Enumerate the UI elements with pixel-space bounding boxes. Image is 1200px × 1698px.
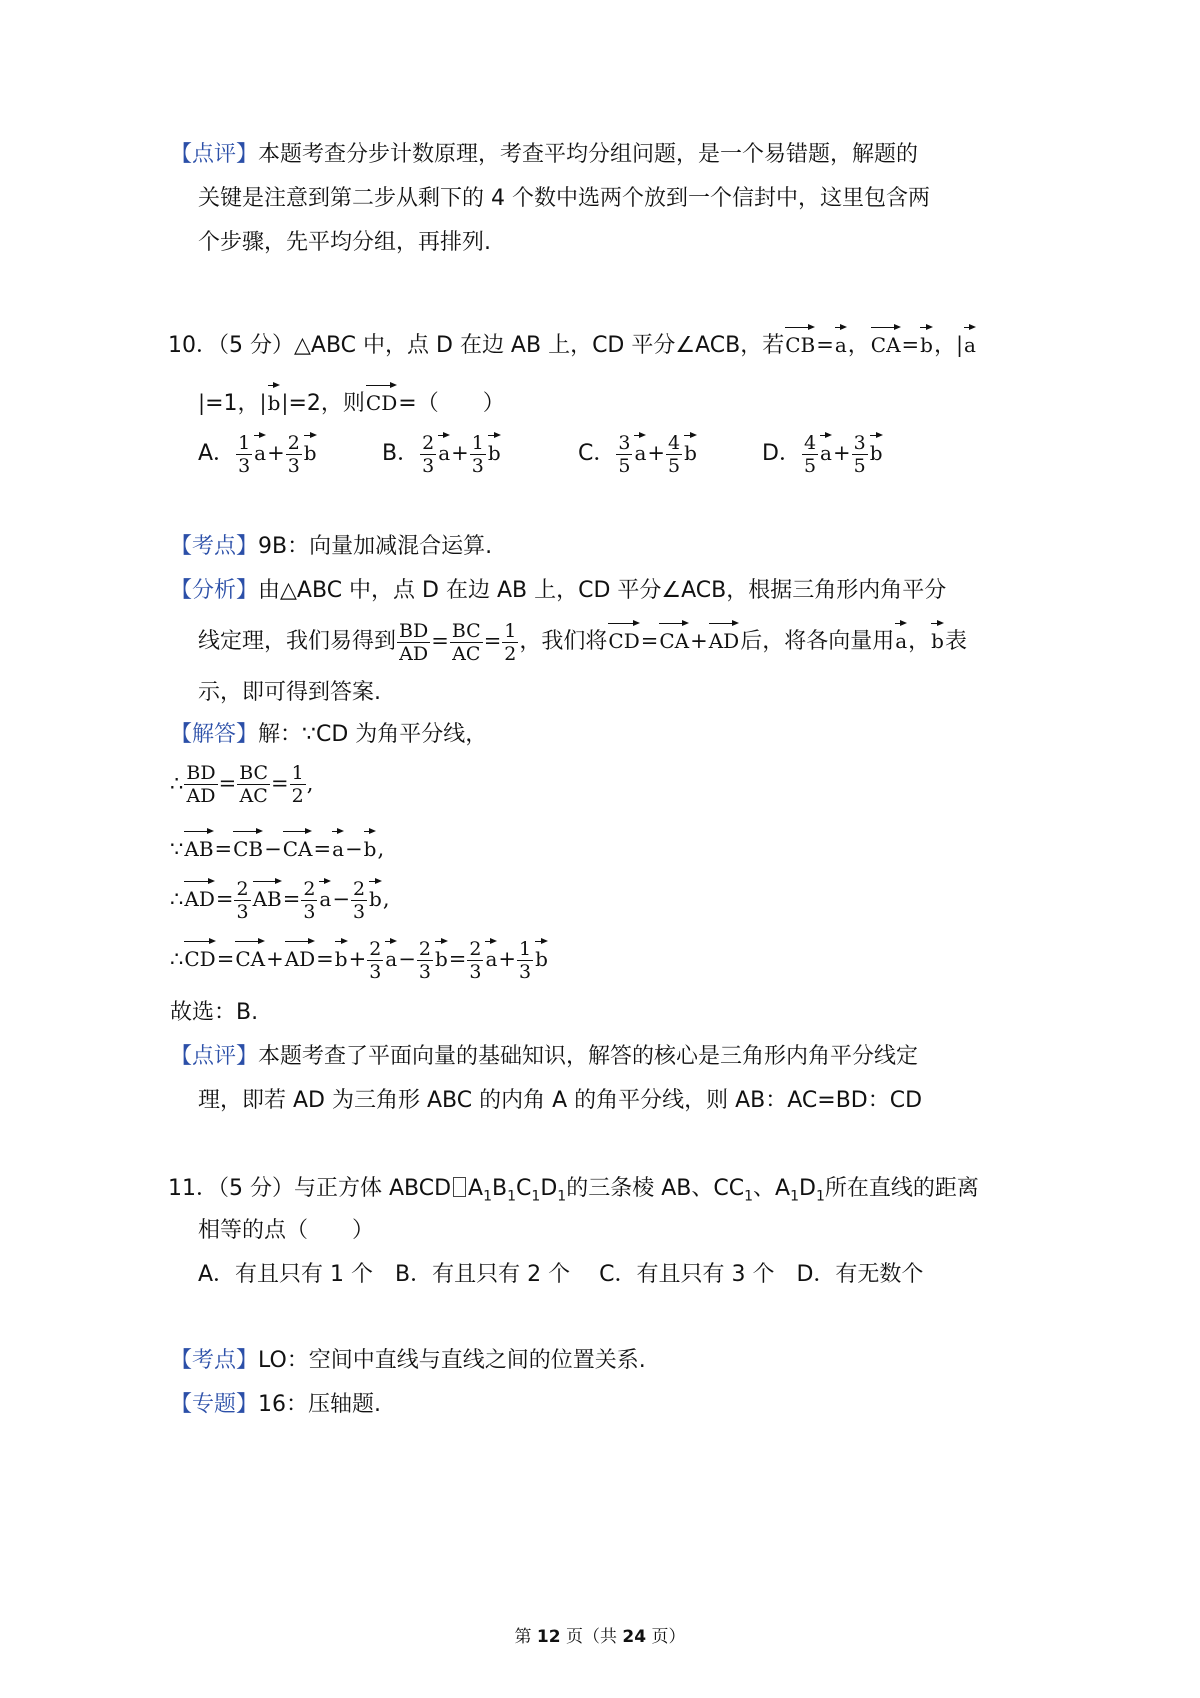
- q10-step-3: ∴AD= $\frac{2}{3}$ AB= $\frac{2}{3}$ a− $\frac{2}{3}$ b,: [170, 877, 390, 923]
- q10-option-b: B． $\frac{2}{3}$ a+ $\frac{1}{3}$ b: [382, 431, 501, 477]
- q11-kaodian: 【考点】LO：空间中直线与直线之间的位置关系.: [170, 1348, 646, 1373]
- review-line-1: 【点评】本题考查分步计数原理，考查平均分组问题，是一个易错题，解题的: [170, 142, 919, 167]
- q11-zhuanti: 【专题】16：压轴题.: [170, 1392, 382, 1417]
- q10-option-d: D． $\frac{4}{5}$ a+ $\frac{3}{5}$ b: [762, 431, 883, 477]
- q10-fenxi-line-1: 【分析】由△ABC 中，点 D 在边 AB 上，CD 平分∠ACB，根据三角形内角平分: [170, 578, 947, 603]
- review-tag: 【点评】: [170, 142, 259, 167]
- q10-fenxi-line-2: 线定理，我们易得到 $\frac{BD}{AD}$ = $\frac{BC}{AC}$ = $\frac{1}{2}$ ，我们将CD=CA+AD后，将各向量用a，b表: [198, 619, 967, 665]
- q11-stem-line-2: 相等的点（ ）: [198, 1218, 375, 1243]
- q10-option-a: A． $\frac{1}{3}$ a+ $\frac{2}{3}$ b: [198, 431, 317, 477]
- page-footer: 第 12 页（共 24 页）: [514, 1627, 686, 1647]
- q10-kaodian: 【考点】9B：向量加减混合运算.: [170, 534, 493, 559]
- q10-dianping-line-1: 【点评】本题考查了平面向量的基础知识，解答的核心是三角形内角平分线定: [170, 1044, 919, 1069]
- q10-step-2: ∵AB=CB−CA=a−b,: [170, 826, 384, 865]
- q10-step-4: ∴CD=CA+AD=b+ $\frac{2}{3}$ a− $\frac{2}{3}$ b= $\frac{2}{3}$ a+ $\frac{1}{3}$ b: [170, 937, 548, 983]
- review-line-2: 关键是注意到第二步从剩下的 4 个数中选两个放到一个信封中，这里包含两: [198, 186, 930, 211]
- q10-fenxi-line-3: 示，即可得到答案.: [198, 680, 381, 705]
- q10-option-c: C． $\frac{3}{5}$ a+ $\frac{4}{5}$ b: [578, 431, 697, 477]
- q11-stem-line-1: 11．（5 分）与正方体 ABCD $A_1B_1C_1D_1$的三条棱 AB、$CC_1$、$A_1D_1$所在直线的距离: [168, 1176, 979, 1205]
- q10-stem-line-1: 10．（5 分）△ABC 中，点 D 在边 AB 上，CD 平分∠ACB，若CB=a，CA=b，|a: [168, 322, 977, 361]
- q11-options: A．有且只有 1 个 B．有且只有 2 个 C．有且只有 3 个 D．有无数个: [198, 1262, 924, 1287]
- review-line-3: 个步骤，先平均分组，再排列.: [198, 230, 491, 255]
- q10-stem-line-2: |=1，|b|=2，则CD=（ ）: [198, 380, 505, 419]
- q10-answer: 故选：B.: [170, 1000, 259, 1025]
- q10-dianping-line-2: 理，即若 AD 为三角形 ABC 的内角 A 的角平分线，则 AB：AC=BD：CD: [198, 1088, 923, 1113]
- page-number: 12: [536, 1627, 561, 1647]
- q10-jieda: 【解答】解：∵CD 为角平分线，: [170, 722, 488, 747]
- page-total: 24: [622, 1627, 647, 1647]
- q10-step-1: ∴ $\frac{BD}{AD}$ = $\frac{BC}{AC}$ = $\frac{1}{2}$ ,: [170, 762, 314, 807]
